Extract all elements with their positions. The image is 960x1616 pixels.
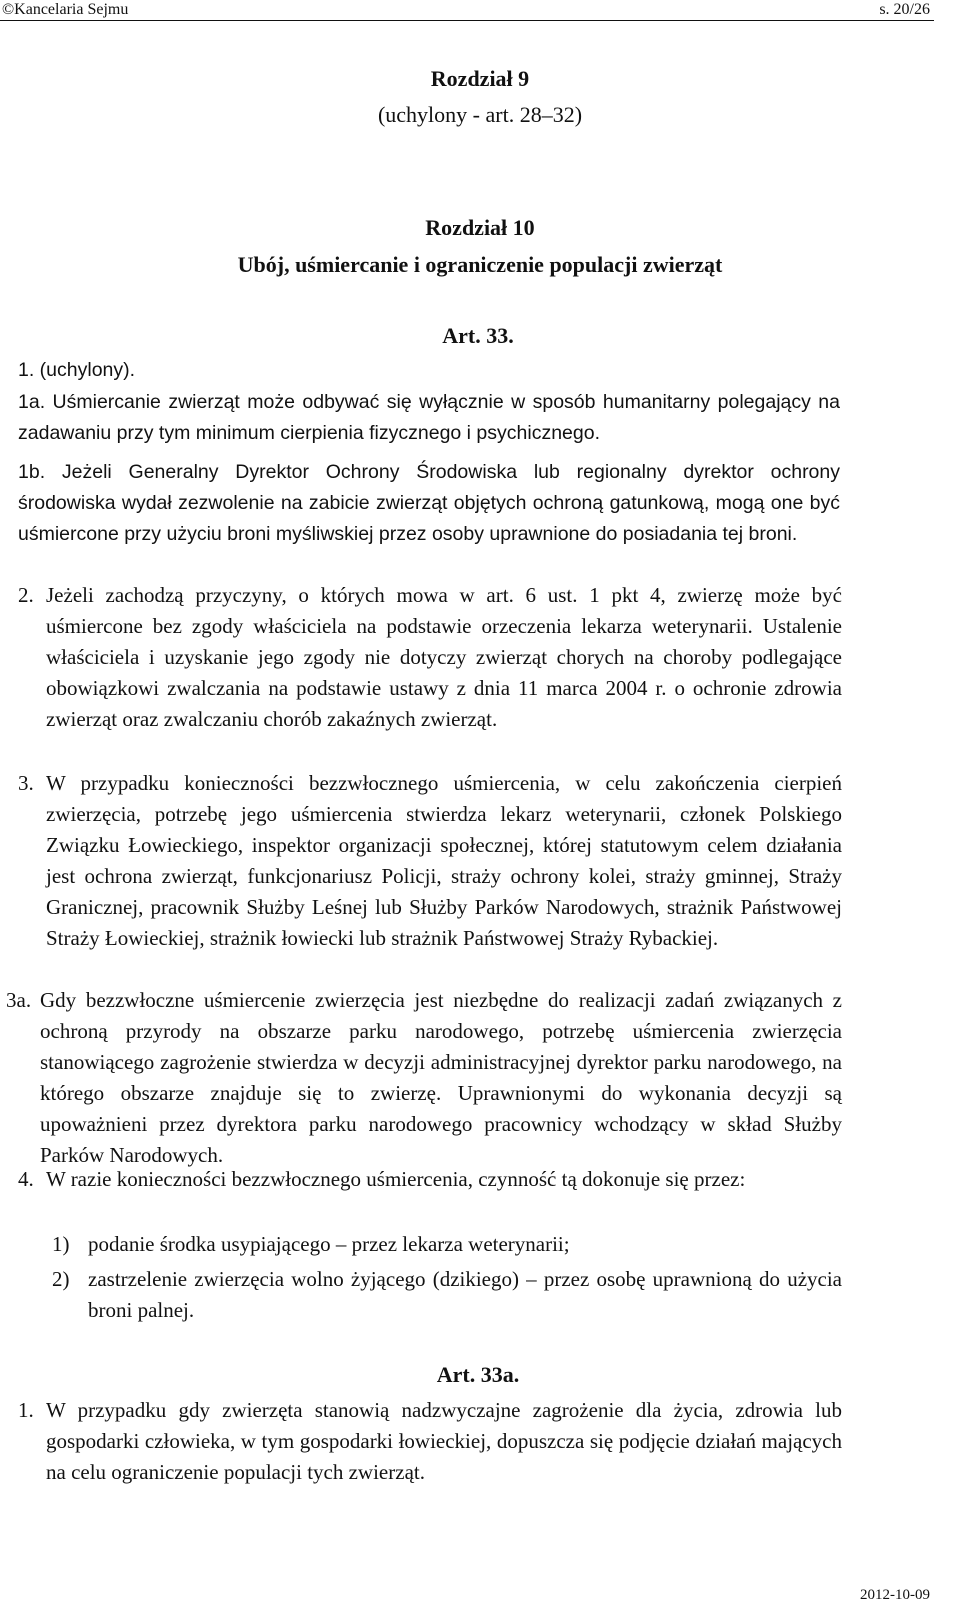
- art33-para-3-number: 3.: [18, 771, 34, 795]
- art33-para-4: W razie konieczności bezzwłocznego uśmiercenia, czynność tą dokonuje się przez:: [46, 1167, 746, 1191]
- art33-para-3a-number: 3a.: [6, 988, 32, 1012]
- art33-para-2: Jeżeli zachodzą przyczyny, o których mowa w art. 6 ust. 1 pkt 4, zwierzę może być uśmiercone bez zgody właściciela na podstawie orzeczenia lekarza weterynarii. Ustalenie właściciela i uzyskanie jego zgody nie dotyczy zwierząt chorych na choroby podlegające obowiązkowi zwalczania na podstawie ustawy z dnia 11 marca 2004 r. o ochronie zdrowia zwierząt oraz zwalczaniu chorób zakaźnych zwierząt.: [46, 583, 842, 731]
- art33-para-4-number: 4.: [18, 1167, 34, 1191]
- art33-para-4-item-1-number: 1): [52, 1232, 70, 1256]
- art33-para-1b: 1b. Jeżeli Generalny Dyrektor Ochrony Środowiska lub regionalny dyrektor ochrony środowiska wydał zezwolenie na zabicie zwierząt objętych ochroną gatunkową, mogą one być uśmiercone przy użyciu broni myśliwskiej przez osoby uprawnione do posiadania tej broni.: [18, 461, 840, 545]
- copyright-label: ©Kancelaria Sejmu: [2, 1, 129, 18]
- page-header: [0, 0, 960, 22]
- art33-para-3a: Gdy bezzwłoczne uśmiercenie zwierzęcia jest niezbędne do realizacji zadań związanych z ochroną przyrody na obszarze parku narodowego, potrzebę uśmiercenia zwierzęcia stanowiącego zagrożenie stwierdza w decyzji administracyjnej dyrektor parku narodowego, na którego obszarze znajduje się to zwierzę. Uprawnionymi do wykonania decyzji są upoważnieni przez dyrektora parku narodowego pracownicy wchodzący w skład Służby Parków Narodowych.: [40, 988, 842, 1167]
- chapter-9-subtitle: (uchylony - art. 28–32): [377, 102, 583, 127]
- art33-para-1: 1. (uchylony).: [18, 359, 136, 381]
- art33a-para-1-number: 1.: [18, 1398, 34, 1422]
- art33-para-1a: 1a. Uśmiercanie zwierząt może odbywać się wyłącznie w sposób humanitarny polegający na zadawaniu przy tym minimum cierpienia fizycznego i psychicznego.: [18, 391, 840, 444]
- header-rule: [0, 20, 934, 21]
- art33-para-3: W przypadku konieczności bezzwłocznego uśmiercenia, w celu zakończenia cierpień zwierzęcia, potrzebę jego uśmiercenia stwierdza lekarz weterynarii, członek Polskiego Związku Łowieckiego, inspektor organizacji społecznej, której statutowym celem działania jest ochrona zwierząt, funkcjonariusz Policji, straży ochrony kolei, straży gminnej, Straży Granicznej, pracownik Służby Leśnej lub Służby Parków Narodowych, strażnik Państwowej Straży Łowieckiej, strażnik łowiecki lub strażnik Państwowej Straży Rybackiej.: [46, 771, 842, 950]
- footer-date: 2012-10-09: [860, 1587, 930, 1603]
- art33-para-4-item-1: podanie środka usypiającego – przez lekarza weterynarii;: [88, 1232, 570, 1256]
- page-number: s. 20/26: [879, 1, 930, 18]
- art33-para-4-item-2: zastrzelenie zwierzęcia wolno żyjącego (dzikiego) – przez osobę uprawnioną do użycia broni palnej.: [88, 1267, 842, 1322]
- art33a-para-1: W przypadku gdy zwierzęta stanowią nadzwyczajne zagrożenie dla życia, zdrowia lub gospodarki człowieka, w tym gospodarki łowieckiej, dopuszcza się podjęcie działań mających na celu ograniczenie populacji tych zwierząt.: [46, 1398, 842, 1484]
- chapter-9-title: Rozdział 9: [430, 66, 530, 91]
- chapter-10-subtitle: Ubój, uśmiercanie i ograniczenie populacji zwierząt: [237, 252, 723, 277]
- art33-para-2-number: 2.: [18, 583, 34, 607]
- article-33-heading: Art. 33.: [442, 323, 514, 348]
- chapter-10-title: Rozdział 10: [425, 215, 535, 240]
- article-33a-heading: Art. 33a.: [436, 1362, 520, 1387]
- art33-para-4-item-2-number: 2): [52, 1267, 70, 1291]
